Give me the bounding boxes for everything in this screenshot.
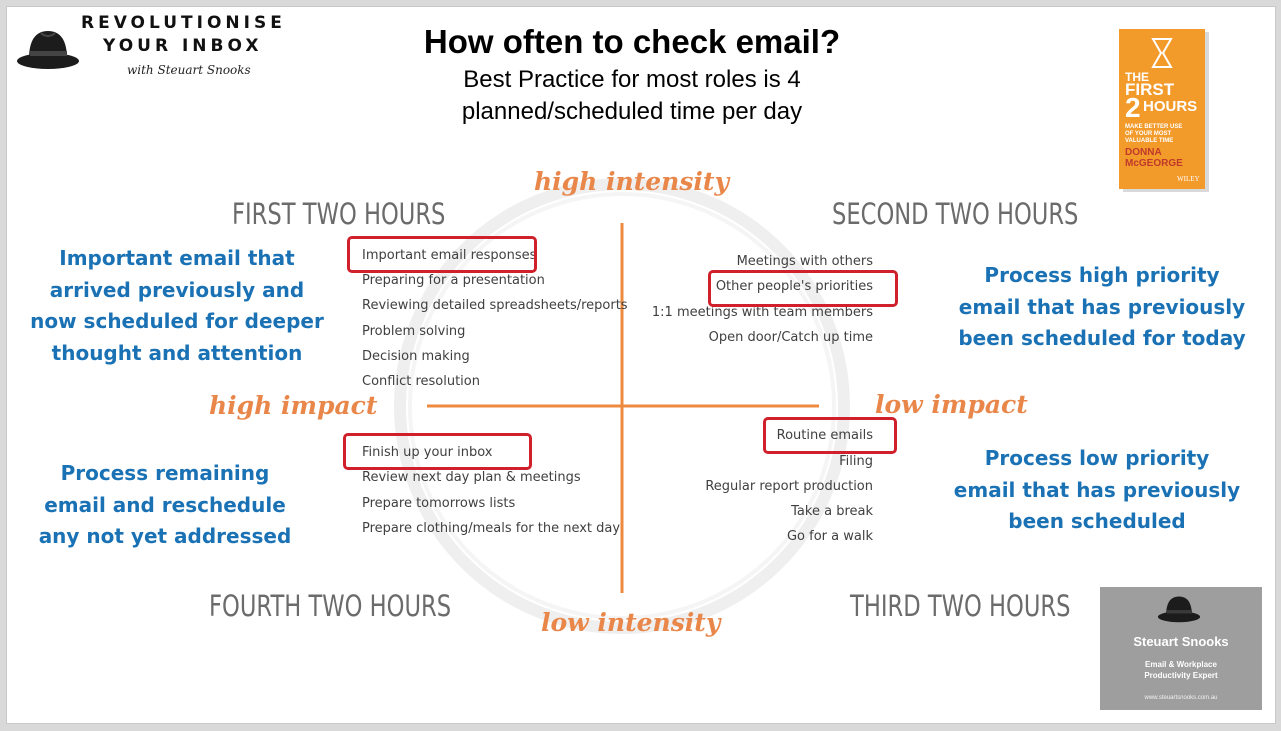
fourth-item-4: Prepare clothing/meals for the next day — [362, 521, 621, 536]
book-sub-3: VALUABLE TIME — [1125, 138, 1174, 144]
second-item-2: Other people's priorities — [715, 279, 873, 294]
note-third-line-1: Process low priority — [984, 446, 1210, 470]
note-third — [947, 443, 1247, 538]
highlight-box-fourth — [343, 433, 532, 470]
fourth-item-2: Review next day plan & meetings — [362, 470, 581, 485]
first-item-3: Reviewing detailed spreadsheets/reports — [362, 298, 628, 313]
third-item-1: Routine emails — [776, 428, 873, 443]
third-item-4: Take a break — [791, 504, 873, 519]
first-item-5: Decision making — [362, 349, 470, 364]
note-fourth-line-3: any not yet addressed — [38, 524, 292, 548]
first-item-2: Preparing for a presentation — [362, 273, 545, 288]
note-second — [947, 260, 1257, 355]
subtitle-line-2: planned/scheduled time per day — [461, 98, 803, 125]
axis-label-bottom: low intensity — [541, 608, 721, 637]
subtitle-line-1: Best Practice for most roles is 4 — [463, 66, 801, 93]
business-card — [1100, 587, 1262, 710]
highlight-box-first — [347, 236, 537, 273]
brand-line-1: REVOLUTIONISE — [81, 13, 286, 33]
axis-label-top: high intensity — [534, 167, 729, 196]
first-item-4: Problem solving — [362, 324, 466, 339]
note-second-line-1: Process high priority — [984, 263, 1220, 287]
highlight-box-third — [763, 417, 897, 454]
axis-label-right: low impact — [875, 390, 1028, 419]
book-author-2: McGEORGE — [1125, 158, 1183, 169]
note-second-line-2: email that has previously — [958, 294, 1246, 319]
card-role-2: Productivity Expert — [1144, 671, 1218, 680]
heading-fourth-two-hours: FOURTH TWO HOURS — [209, 589, 452, 623]
third-item-5: Go for a walk — [786, 529, 873, 544]
note-third-line-3: been scheduled — [1008, 509, 1186, 533]
note-fourth — [27, 458, 303, 553]
card-name: Steuart Snooks — [1133, 634, 1229, 649]
note-fourth-line-2: email and reschedule — [44, 492, 286, 517]
first-item-1: Important email responses — [362, 248, 537, 263]
note-first — [17, 243, 337, 369]
heading-third-two-hours: THIRD TWO HOURS — [850, 589, 1071, 623]
note-first-line-1: Important email that — [59, 246, 295, 270]
third-item-2: Filing — [839, 454, 873, 469]
heading-second-two-hours: SECOND TWO HOURS — [832, 197, 1079, 231]
axis-label-left: high impact — [209, 391, 378, 420]
book-author-1: DONNA — [1125, 147, 1162, 158]
brand-line-2: YOUR INBOX — [103, 36, 263, 56]
fourth-item-1: Finish up your inbox — [362, 445, 493, 460]
second-item-3: 1:1 meetings with team members — [651, 305, 873, 320]
card-url: www.steuartsnooks.com.au — [1144, 695, 1218, 701]
book-title-hours: HOURS — [1143, 98, 1198, 115]
card-role-1: Email & Workplace — [1145, 660, 1217, 669]
book-publisher: WILEY — [1177, 175, 1200, 183]
brand-tagline: with Steuart Snooks — [127, 63, 251, 77]
note-fourth-line-1: Process remaining — [60, 461, 270, 485]
fedora-hat-icon — [1156, 591, 1202, 625]
note-third-line-2: email that has previously — [953, 477, 1241, 502]
book-title-the: THE — [1125, 70, 1149, 84]
fourth-item-3: Prepare tomorrows lists — [362, 496, 516, 511]
book-sub-2: OF YOUR MOST — [1125, 131, 1172, 137]
second-item-4: Open door/Catch up time — [708, 330, 873, 345]
highlight-box-second — [708, 270, 898, 307]
page-title: How often to check email? — [423, 23, 841, 60]
note-second-line-3: been scheduled for today — [958, 326, 1246, 350]
note-first-line-4: thought and attention — [51, 340, 303, 365]
third-item-3: Regular report production — [705, 479, 873, 494]
note-first-line-3: now scheduled for deeper — [30, 309, 324, 333]
book-title-first: FIRST — [1125, 80, 1175, 99]
second-item-1: Meetings with others — [736, 254, 873, 269]
slide — [6, 6, 1276, 724]
note-first-line-2: arrived previously and — [49, 277, 305, 302]
book-title-num: 2 — [1125, 92, 1141, 123]
book-sub-1: MAKE BETTER USE — [1125, 124, 1183, 130]
heading-first-two-hours: FIRST TWO HOURS — [232, 197, 446, 231]
first-item-6: Conflict resolution — [362, 374, 480, 389]
